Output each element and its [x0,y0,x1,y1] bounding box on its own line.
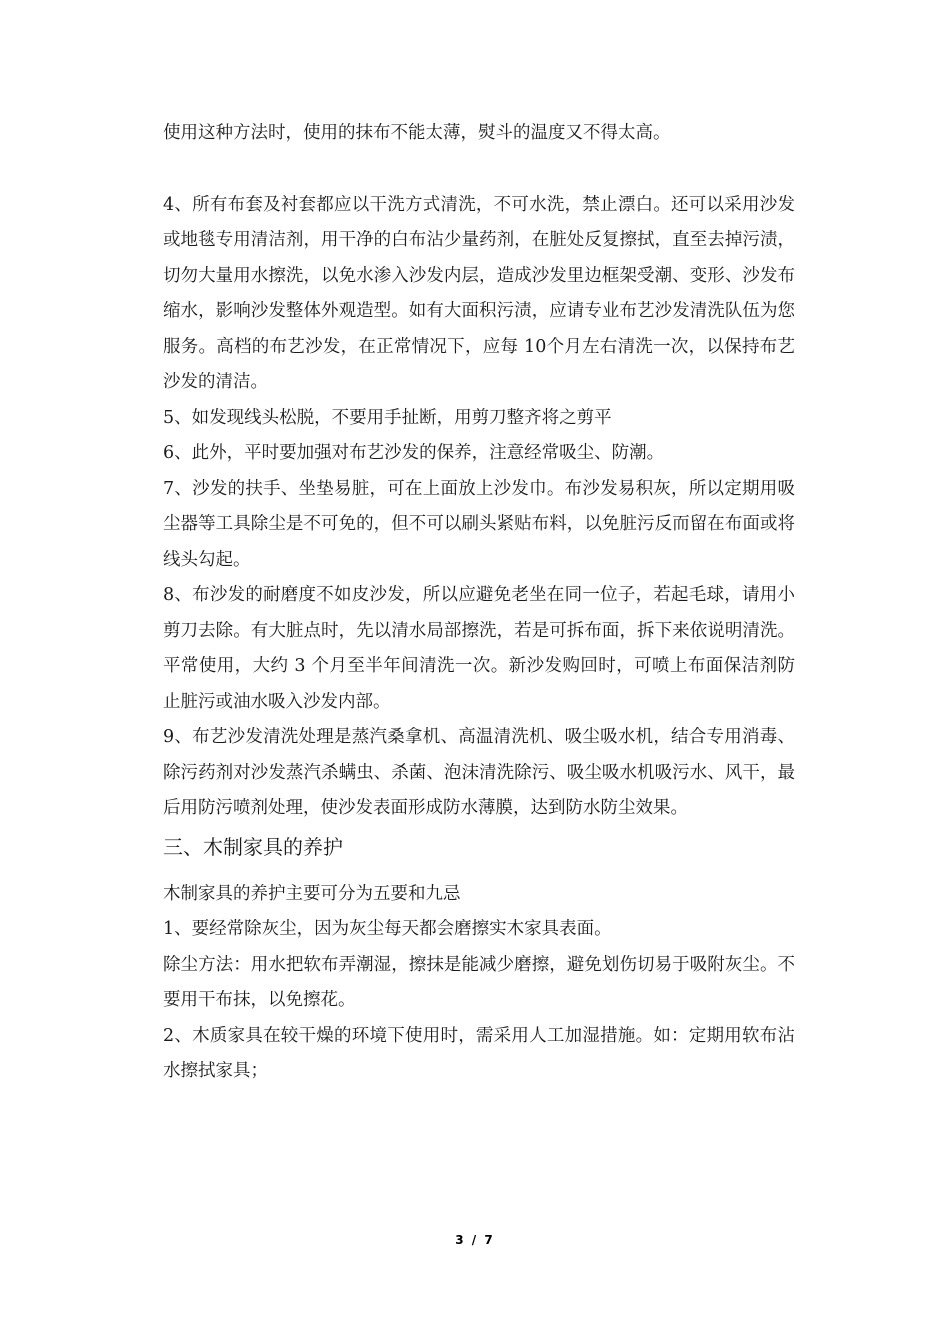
paragraph-item-6: 6、此外，平时要加强对布艺沙发的保养，注意经常吸尘、防潮。 [163,443,665,463]
paragraph-wood-item-2: 2、木质家具在较干燥的环境下使用时，需采用人工加湿措施。如：定期用软布沾水擦拭家具； [163,1025,795,1081]
paragraph-item-7: 7、沙发的扶手、坐垫易脏，可在上面放上沙发巾。布沙发易积灰，所以定期用吸尘器等工具除尘是不可免的，但不可以刷头紧贴布料，以免脏污反而留在布面或将线头勾起。 [163,478,795,570]
paragraph-wood-item-1: 1、要经常除灰尘，因为灰尘每天都会磨擦实木家具表面。 [163,919,612,939]
section-heading: 三、木制家具的养护 [163,834,343,859]
paragraph-item-4: 4、所有布套及衬套都应以干洗方式清洗，不可水洗，禁止漂白。还可以采用沙发或地毯专用清洁剂，用干净的白布沾少量药剂，在脏处反复擦拭，直至去掉污渍，切勿大量用水擦洗，以免水渗入沙发内层，造成沙发里边框架受潮、变形、沙发布缩水，影响沙发整体外观造型。如有大面积污渍，应请专业布艺沙发清洗队伍为您服务。高档的布艺沙发，在正常情况下，应每 10个月左右清洗一次，以保持布艺沙发的清洁。 [163,194,795,392]
paragraph-ironing-note: 使用这种方法时，使用的抹布不能太薄，熨斗的温度又不得太高。 [163,123,671,143]
paragraph-dusting-method: 除尘方法：用水把软布弄潮湿，擦抹是能减少磨擦，避免划伤切易于吸附灰尘。不要用干布抹，以免擦花。 [163,954,795,1010]
paragraph-item-8: 8、布沙发的耐磨度不如皮沙发，所以应避免老坐在同一位子，若起毛球，请用小剪刀去除。有大脏点时，先以清水局部擦洗，若是可拆布面，拆下来依说明清洗。平常使用，大约 3 个月至半年间清洗一次。新沙发购回时，可喷上布面保洁剂防止脏污或油水吸入沙发内部。 [163,585,795,712]
paragraph-item-9: 9、布艺沙发清洗处理是蒸汽桑拿机、高温清洗机、吸尘吸水机，结合专用消毒、除污药剂对沙发蒸汽杀螨虫、杀菌、泡沫清洗除污、吸尘吸水机吸污水、风干，最后用防污喷剂处理，使沙发表面形成防水薄膜，达到防水防尘效果。 [163,727,795,818]
paragraph-wood-intro: 木制家具的养护主要可分为五要和九忌 [163,883,461,904]
paragraph-item-5: 5、如发现线头松脱，不要用手扯断，用剪刀整齐将之剪平 [163,407,612,428]
page-content [163,116,795,1090]
page-number: 3 / 7 [455,1233,495,1247]
